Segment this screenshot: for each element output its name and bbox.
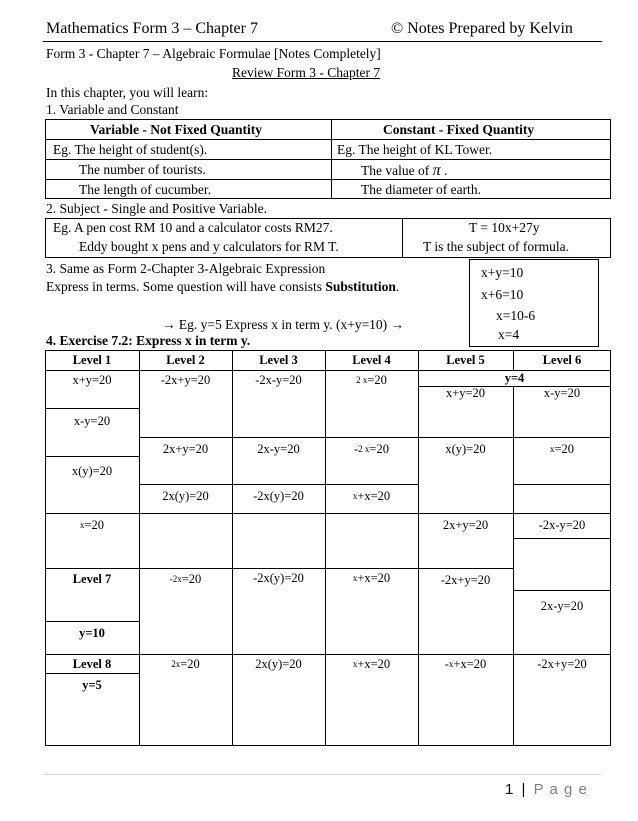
l7-question: -2x =20 — [169, 571, 202, 586]
l7-question: -2x(y)=20 — [253, 570, 304, 585]
item1-title: 1. Variable and Constant — [46, 102, 179, 117]
page-label: P a g e — [533, 781, 588, 798]
l2-question: 2x(y)=20 — [162, 488, 209, 503]
level7-label: Level 7 — [72, 571, 112, 586]
l7-question: 2x-y=20 — [540, 598, 584, 613]
y5-label: y=5 — [82, 677, 102, 692]
l8-question: 2x =20 — [171, 656, 200, 671]
l6-question: -2x-y=20 — [538, 517, 586, 532]
l8-question: - x +x=20 — [444, 656, 487, 671]
variable-header: Variable - Not Fixed Quantity — [90, 122, 262, 137]
chapter-line: Form 3 - Chapter 7 – Algebraic Formulae [Notes Completely] — [46, 46, 381, 61]
level-header: Level 2 — [166, 352, 205, 367]
l7-question: -2x+y=20 — [440, 572, 491, 587]
header-rule — [43, 41, 602, 42]
box-step: x+6=10 — [481, 287, 524, 302]
constant-header: Constant - Fixed Quantity — [383, 122, 535, 137]
l3-question: -2x-y=20 — [255, 372, 302, 387]
box-step: x=10-6 — [496, 308, 536, 323]
l1-question: x(y)=20 — [71, 463, 113, 478]
doc-header-right: © Notes Prepared by Kelvin — [391, 20, 573, 37]
page-number: 1 — [505, 781, 514, 798]
doc-header-left: Mathematics Form 3 – Chapter 7 — [46, 20, 258, 37]
learn-line: In this chapter, you will learn: — [46, 85, 209, 100]
l1-question: x-y=20 — [73, 413, 111, 428]
section3-line2: Express in terms. Some question will have consists Substitution. — [46, 279, 400, 294]
l1-question: x =20 — [79, 517, 105, 532]
formula: T = 10x+27y — [469, 220, 540, 235]
variable-cell: The number of tourists. — [79, 162, 206, 177]
substitution-box — [469, 259, 599, 347]
l8-question: 2x(y)=20 — [255, 656, 302, 671]
section4-title: 4. Exercise 7.2: Express x in term y. — [46, 333, 251, 348]
y10-label: y=10 — [79, 625, 105, 640]
level-header: Level 5 — [446, 352, 485, 367]
subject-example-line1: Eg. A pen cost RM 10 and a calculator costs RM27. — [53, 220, 333, 235]
l5-question: x+y=20 — [445, 385, 486, 400]
level8-label: Level 8 — [72, 656, 112, 671]
l6-question: x =20 — [549, 441, 575, 456]
variable-cell: Eg. The height of student(s). — [53, 142, 208, 157]
l2-question: -2x+y=20 — [160, 372, 211, 387]
level-header: Level 6 — [542, 352, 582, 367]
substitution-example: → Eg. y=5 Express x in term y. (x+y=10) → — [162, 317, 405, 332]
box-step: x+y=10 — [481, 265, 524, 280]
constant-cell: The value of π . — [361, 162, 448, 179]
constant-cell: Eg. The height of KL Tower. — [337, 142, 493, 157]
pi-symbol: π — [432, 162, 441, 179]
l8-question: -2x+y=20 — [537, 656, 587, 671]
box-step: x=4 — [498, 327, 520, 342]
section3-title: 3. Same as Form 2-Chapter 3-Algebraic Expression — [46, 261, 326, 276]
constant-cell: The diameter of earth. — [361, 182, 481, 197]
l5-question: x(y)=20 — [445, 441, 486, 456]
subject-example-line2: Eddy bought x pens and y calculators for RM T. — [79, 239, 339, 254]
l3-question: 2x-y=20 — [257, 441, 300, 456]
y-value-label: y=4 — [504, 371, 525, 385]
level-header: Level 1 — [72, 352, 112, 367]
section2-title: 2. Subject - Single and Positive Variable. — [46, 201, 267, 216]
l6-question: x-y=20 — [543, 385, 581, 400]
footer-rule — [43, 774, 601, 775]
variable-cell: The length of cucumber. — [79, 182, 211, 197]
l1-question: x+y=20 — [72, 372, 112, 387]
page-footer: 1 | P a g e — [505, 781, 588, 798]
l8-question: x +x=20 — [352, 656, 391, 671]
l4-question: 2 x =20 — [356, 372, 387, 387]
level-header: Level 3 — [259, 352, 298, 367]
l5-question: 2x+y=20 — [442, 517, 489, 532]
formula-subject: T is the subject of formula. — [423, 239, 569, 254]
l2-question: 2x+y=20 — [162, 441, 209, 456]
l4-question: - 2 x =20 — [354, 441, 389, 456]
review-title: Review Form 3 - Chapter 7 — [232, 65, 381, 80]
level-header: Level 4 — [352, 352, 391, 367]
l7-question: x +x=20 — [352, 570, 391, 585]
l4-question: x +x=20 — [352, 488, 391, 503]
l3-question: -2x(y)=20 — [253, 488, 304, 503]
